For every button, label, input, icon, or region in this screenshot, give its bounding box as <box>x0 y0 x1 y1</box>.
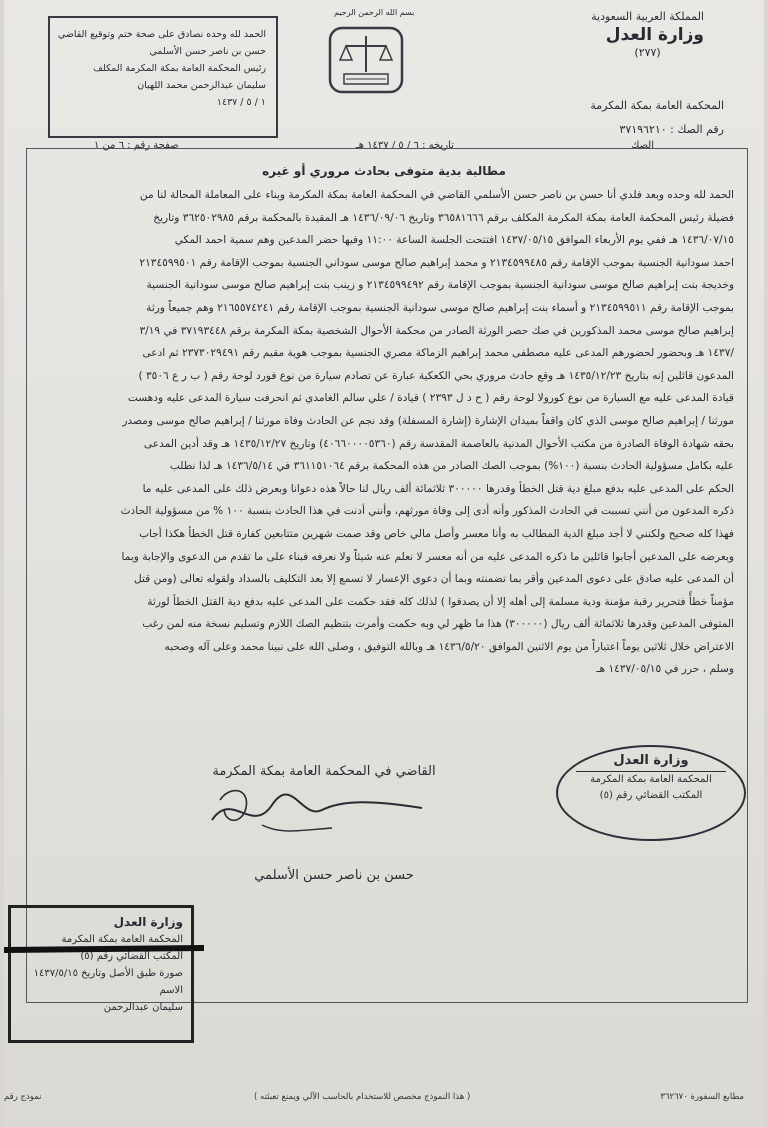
stamp-ministry: وزارة العدل <box>613 753 689 768</box>
footer-form-number: نموذج رقم <box>4 1092 42 1102</box>
ministry-code: (٢٧٧) <box>634 46 661 59</box>
body-line: ذكره المدعون من أنني تسببت في الحادث المذكور وأنه أدى إلى وفاة مورثهم، وأنني أدنت في هذا الحادث بنسبة ١٠٠ % من مسؤولية الحادث <box>120 505 734 518</box>
court-stamp <box>556 745 746 841</box>
basmala-text: بسم الله الرحمن الرحيم <box>334 8 415 17</box>
body-line: وبعرضه على المدعين أجابوا قائلين ما ذكره المدعى عليه من أنه معسر لا نعلم عنه شيئاً ولا نعرفه فبناء على ما تقدم من الدعوى والإجابة وبما <box>121 550 734 563</box>
frame-header-right: الصك <box>631 140 654 151</box>
body-line: إبراهيم صالح موسى محمد المذكورين في صك حصر الورثة الصادر من محكمة الأحوال الشخصية بمكة المكرمة برقم ٣٧١٩٣٤٤٨ في ٣/١٩ <box>139 324 734 337</box>
stamp-office: المكتب القضائي رقم (٥) <box>599 790 703 801</box>
cert-note-line: الحمد لله وحده نصادق على صحة ختم وتوقيع القاضي <box>57 29 266 40</box>
body-line: فهذا كله صحيح ولكنني لا أجد مبلغ الدية المطالب به وأنا معسر وأصل مالي خاص وقد صمت شهرين متتابعين كفارة قتل الخطأ هكذا أجاب <box>139 527 734 540</box>
body-line: عليه بكامل مسؤولية الحادث بنسبة (١٠٠%) بموجب الصك الصادر من هذه المحكمة برقم ٣٦١١٥١٠٦٤ في ١٤٣٦/٥/١٤ هـ لذا نطلب <box>169 460 734 473</box>
body-line: بحقه شهادة الوفاة الصادرة من مكتب الأحوال المدنية بالعاصمة المقدسة رقم (٤٠٦٦٠٠٠٠٥٣٦٠) وتاريخ ١٤٣٥/١٢/٢٧ هـ وقد أدين المدعى <box>143 437 734 450</box>
court-info <box>590 94 724 142</box>
deed-body <box>34 184 734 681</box>
body-line: بموجب الإقامة رقم ٢١٣٤٥٩٩٥١١ و أسماء بنت إبراهيم صالح موسى سودانية الجنسية بموجب الإقامة رقم ٢١٦٥٥٧٤٢٤١ وهم جميعاً ورثة <box>146 301 734 314</box>
body-line: مورثنا / إبراهيم صالح موسى الذي كان واقفاً بميدان الإشارة (إشارة المسفلة) وقد نجم عن الحادث وفاة مورثنا / إبراهيم صالح موسى ومصدر <box>122 414 734 427</box>
document-page <box>4 0 764 1127</box>
court-name: المحكمة العامة بمكة المكرمة <box>590 99 724 112</box>
body-line: المتوفى المدعين وقدرها ثلاثمائة ألف ريال (٣٠٠٠٠٠) هذا ما ظهر لي وبه حكمت وأمرت بتنظيم الصك اللازم وتسليم نسخة منه لمن رغب <box>142 618 734 631</box>
body-line: الاعتراض خلال ثلاثين يوماً اعتباراً من يوم الاثنين الموافق ١٤٣٦/٥/٢٠ هـ وبالله التوفيق ، وصلى الله على نبينا محمد وعلى آله وصحبه <box>164 640 734 653</box>
true-copy-court: المحكمة العامة بمكة المكرمة <box>61 934 183 945</box>
body-line: وسلم ، حرر في ١٤٣٧/٠٥/١٥ هـ <box>596 663 734 676</box>
body-line: وخديجة بنت إبراهيم صالح موسى سودانية الجنسية بموجب الإقامة رقم ٢١٣٤٥٩٩٤٩٢ و زينب بنت إبراهيم صالح موسى سودانية الجنسية <box>146 279 734 292</box>
kingdom-label: المملكة العربية السعودية <box>591 10 704 23</box>
deed-number: رقم الصك : ٣٧١٩٦٢١٠ <box>619 123 724 136</box>
cert-note-line: سليمان عبدالرحمن محمد اللهيان <box>137 80 266 91</box>
ministry-header <box>591 8 704 62</box>
cert-note-line: ١ / ٥ / ١٤٣٧ <box>216 97 266 108</box>
judge-signature-icon <box>202 780 432 842</box>
judge-title: القاضي في المحكمة العامة بمكة المكرمة <box>212 764 436 779</box>
body-line: المدعون قائلين إنه بتاريخ ١٤٣٥/١٢/٢٣ هـ وقع حادث مروري بحي الكعكية عبارة عن تصادم سيارة من نوع فورد لوحة رقم ( ب ر ع ٣٥٠٦ ) <box>138 369 734 382</box>
cert-note-line: حسن بن ناصر حسن الأسلمي <box>149 46 266 57</box>
true-copy-name: سليمان عبدالرحمن <box>103 1002 183 1013</box>
frame-header-page: صفحة رقم : ٦ من ١ <box>94 140 179 151</box>
frame-header-date: تاريخه : ٦ / ٥ / ١٤٣٧ هـ <box>355 140 454 151</box>
footer-printer: مطابع السفورة ٣٦٢٦٧٠ <box>660 1092 744 1102</box>
footer-note: ( هذا النموذج مخصص للاستخدام بالحاسب الآلي ويمنع تعبئته ) <box>254 1092 471 1102</box>
true-copy-stamp <box>8 905 194 1043</box>
body-line: قيادة المدعى عليه مع السيارة من نوع كورولا لوحة رقم ( ح د ل ٢٣٩٣ ) قيادة / علي سالم الغامدي ثم انحرفت سيارة المدعى عليه ودهست <box>127 392 734 405</box>
certification-note-box <box>48 16 278 138</box>
body-line: الحكم على المدعى عليه بدفع مبلغ دية قتل الخطأ وقدرها ٣٠٠٠٠٠ ثلاثمائة ألف ريال لنا حالاً هذه دعوانا وبعرض ذلك على المدعى عليه ما <box>142 482 734 495</box>
body-line: أن المدعى عليه صادق على دعوى المدعين وأقر بما تضمنته وبما أن دعوى الإعسار لا تسمع إلا بعد التكليف بالسداد ولقوله تعالى (ومن قتل <box>133 573 734 586</box>
true-copy-name-label: الاسم <box>159 985 183 996</box>
body-line: الحمد لله وحده وبعد فلدي أنا حسن بن ناصر حسن الأسلمي القاضي في المحكمة العامة بمكة المكرمة وبناء على المعاملة المحالة لنا من <box>139 189 734 201</box>
body-line: /١٤٣٧ هـ وبحضور لحضورهم المدعى عليه مصطفى محمد إبراهيم الزماكة مصري الجنسية بموجب هوية مقيم رقم ٢٣٧٣٠٢٩٤٩١ ثم ادعى <box>142 347 734 360</box>
cert-note-line: رئيس المحكمة العامة بمكة المكرمة المكلف <box>93 63 266 74</box>
body-line: مؤمناً خطأً فتحرير رقبة مؤمنة ودية مسلمة إلى أهله إلا أن يصدقوا ) لذلك كله فقد حكمت على المدعى عليه بدفع دية القتل الخطأ لورثة <box>147 595 734 608</box>
body-line: فضيلة رئيس المحكمة العامة بمكة المكرمة المكلف برقم ٣٦٥٨١٦٦٦ وتاريخ ١٤٣٦/٠٩/٠٦ هـ المقيدة بالمحكمة برقم ٣٦٢٥٠٢٩٨٥ وتاريخ <box>153 211 734 224</box>
true-copy-ministry: وزارة العدل <box>113 915 183 929</box>
stamp-court: المحكمة العامة بمكة المكرمة <box>590 774 712 785</box>
true-copy-office: المكتب القضائي رقم (٥) <box>80 951 183 962</box>
body-line: ١٤٣٦/٠٧/١٥ هـ ففي يوم الأربعاء الموافق ١٤٣٧/٠٥/١٥ افتتحت الجلسة الساعة ١١:٠٠ وفيها حضر المدعين وهم سمية احمد المكي <box>174 234 734 247</box>
judge-name: حسن بن ناصر حسن الأسلمي <box>254 868 414 883</box>
true-copy-date: صورة طبق الأصل وتاريخ ١٤٣٧/٥/١٥ <box>33 968 183 979</box>
ink-strike-icon <box>4 938 204 962</box>
ministry-emblem-icon <box>326 22 406 98</box>
deed-title: مطالبة بدية متوفى بحادث مروري أو غيره <box>262 164 506 178</box>
ministry-label: وزارة العدل <box>605 25 704 45</box>
body-line: احمد سودانية الجنسية بموجب الإقامة رقم ٢١٣٤٥٩٩٤٨٥ و محمد إبراهيم صالح موسى سوداني الجنسية بموجب الإقامة رقم ٢١٣٤٥٩٩٥٠١ <box>139 256 734 269</box>
